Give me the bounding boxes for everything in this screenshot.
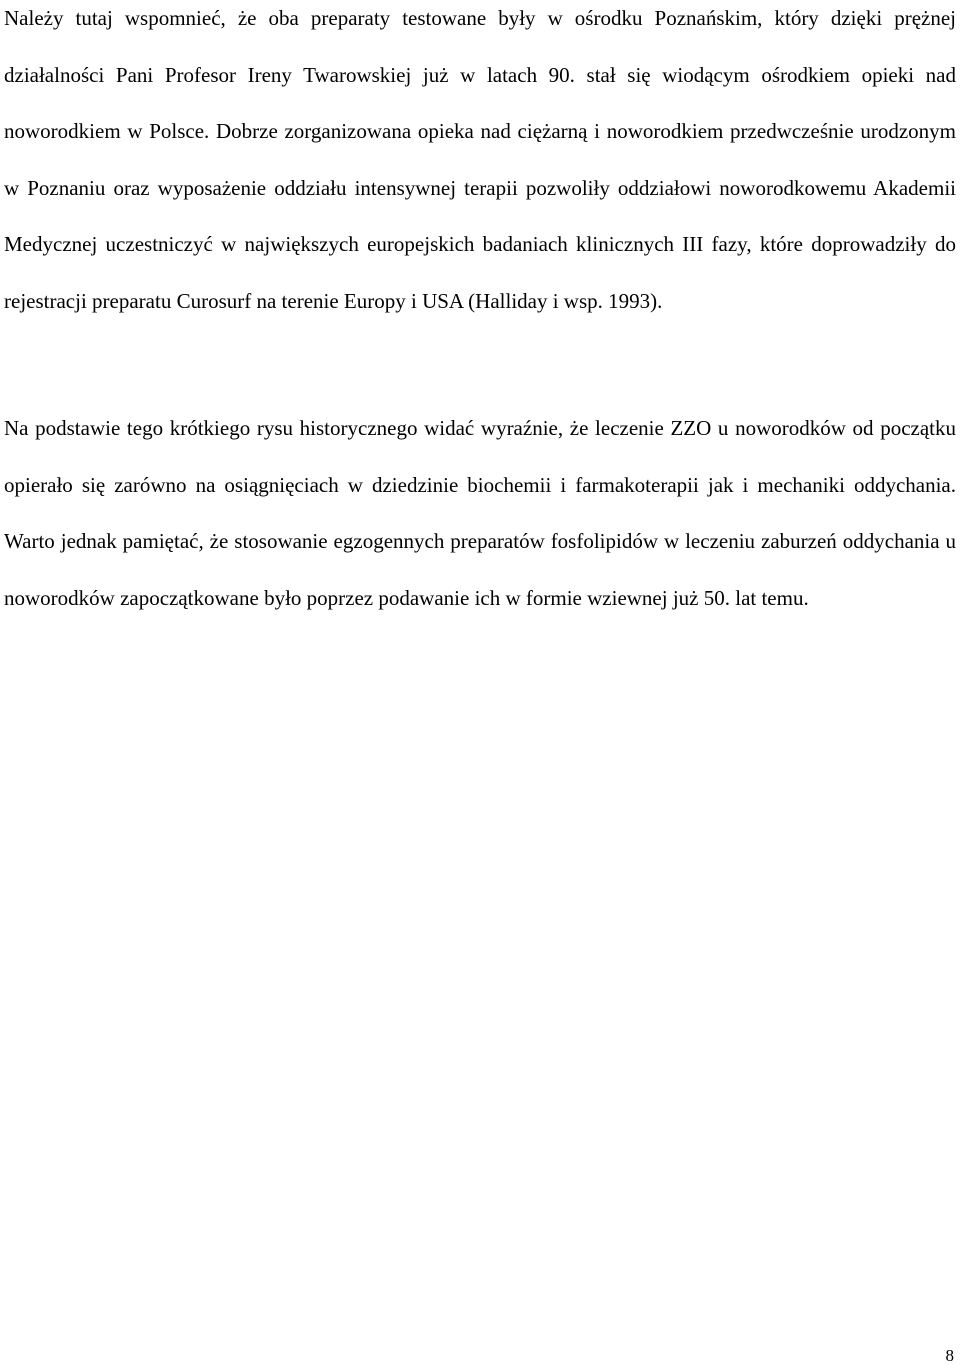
paragraph-history-poznan: Należy tutaj wspomnieć, że oba preparaty testowane były w ośrodku Poznańskim, który dzięki prężnej działalności Pani Profesor Ireny Twarowskiej już w latach 90. stał się wiodącym ośrodkiem opieki nad noworodkiem w Polsce. Dobrze zorganizowana opieka nad ciężarną i noworodkiem przedwcześnie urodzonym w Poznaniu oraz wyposażenie oddziału intensywnej terapii pozwoliły oddziałowi noworodkowemu Akademii Medycznej uczestniczyć w największych europejskich badaniach klinicznych III fazy, które doprowadziły do rejestracji preparatu Curosurf na terenie Europy i USA (Halliday i wsp. 1993). [4, 6, 956, 313]
paragraph-treatment-summary: Na podstawie tego krótkiego rysu historycznego widać wyraźnie, że leczenie ZZO u noworodków od początku opierało się zarówno na osiągnięciach w dziedzinie biochemii i farmakoterapii jak i mechaniki oddychania. Warto jednak pamiętać, że stosowanie egzogennych preparatów fosfolipidów w leczeniu zaburzeń oddychania u noworodków zapoczątkowane było poprzez podawanie ich w formie wziewnej już 50. lat temu. [4, 416, 956, 610]
page-number: 8 [945, 1346, 954, 1365]
